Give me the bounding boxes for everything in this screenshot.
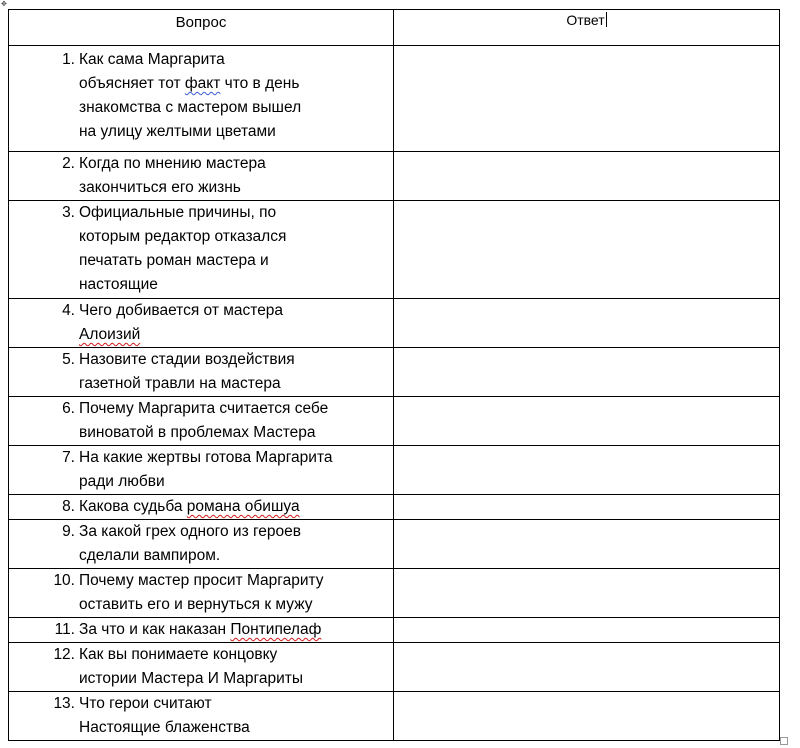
question-text (75, 446, 339, 494)
question-number: 6. (62, 400, 75, 417)
question-text (75, 692, 256, 740)
table-row (9, 201, 780, 299)
question-text-segment: сделали вампиром. (79, 547, 221, 564)
question-text-segment: что в день (220, 75, 300, 92)
table-row (9, 446, 780, 495)
question-text-segment: истории Мастера И Маргариты (79, 670, 303, 687)
question-text-segment: Чего добивается от мастера (79, 302, 284, 319)
table-row (9, 397, 780, 446)
question-text-segment: За что и как наказан (79, 621, 231, 638)
table-row (9, 46, 780, 152)
question-text-segment: Настоящие блаженства (79, 719, 250, 736)
table-row (9, 152, 780, 201)
answer-cell[interactable] (394, 618, 780, 643)
answer-cell[interactable] (394, 446, 780, 495)
table-row (9, 348, 780, 397)
question-text-segment: которым редактор отказался (79, 228, 287, 245)
question-text-segment: За какой грех одного из героев (79, 523, 302, 540)
answer-cell[interactable] (394, 152, 780, 201)
table-row (9, 495, 780, 520)
question-cell[interactable] (9, 643, 394, 692)
answer-cell[interactable] (394, 569, 780, 618)
question-number: 10. (53, 572, 75, 589)
question-text-segment: Почему Маргарита считается себе (79, 400, 329, 417)
question-text-segment: На какие жертвы готова Маргарита (79, 449, 333, 466)
answer-cell[interactable] (394, 692, 780, 741)
question-text-segment: Как вы понимаете концовку (79, 646, 278, 663)
question-number: 4. (62, 302, 75, 319)
question-cell[interactable] (9, 692, 394, 741)
question-text (75, 495, 306, 519)
question-cell[interactable] (9, 495, 394, 520)
questions-table (8, 9, 780, 741)
question-column-header[interactable] (9, 10, 394, 46)
question-cell[interactable] (9, 46, 394, 152)
question-text-segment: знакомства с мастером вышел (79, 99, 302, 116)
answer-cell[interactable] (394, 201, 780, 299)
question-cell[interactable] (9, 569, 394, 618)
question-cell[interactable] (9, 152, 394, 201)
question-number: 2. (62, 155, 75, 172)
spelling-error-word: Понтипелаф (230, 621, 322, 638)
question-text (75, 520, 307, 568)
answer-cell[interactable] (394, 495, 780, 520)
question-text (75, 48, 307, 144)
question-cell[interactable] (9, 201, 394, 299)
answer-cell[interactable] (394, 348, 780, 397)
question-text-segment: на улицу желтыми цветами (79, 123, 276, 140)
question-text-segment: Что герои считают (79, 695, 212, 712)
question-text-segment: виноватой в проблемах Мастера (79, 424, 316, 441)
question-text (75, 618, 327, 642)
question-cell[interactable] (9, 520, 394, 569)
question-text (75, 201, 292, 297)
answer-cell[interactable] (394, 46, 780, 152)
text-cursor (606, 12, 607, 27)
question-text-segment: объясняет тот (79, 75, 185, 92)
question-number: 9. (62, 523, 75, 540)
question-text (75, 299, 289, 347)
question-cell[interactable] (9, 348, 394, 397)
question-text-segment: ради любви (79, 473, 165, 490)
question-text (75, 569, 330, 617)
question-text-segment: Как сама Маргарита (79, 51, 225, 68)
question-text-segment: Почему мастер просит Маргариту (79, 572, 324, 589)
question-cell[interactable] (9, 446, 394, 495)
table-row (9, 520, 780, 569)
question-text-segment: газетной травли на мастера (79, 375, 281, 392)
question-text-segment: Назовите стадии воздействия (79, 351, 295, 368)
answer-cell[interactable] (394, 397, 780, 446)
question-text-segment: Какова судьба (79, 498, 187, 515)
answer-cell[interactable] (394, 520, 780, 569)
question-header-label: Вопрос (175, 14, 227, 31)
question-text-segment: Официальные причины, по (79, 204, 277, 221)
question-cell[interactable] (9, 299, 394, 348)
question-text (75, 348, 301, 396)
question-number: 11. (54, 621, 75, 638)
question-text (75, 643, 309, 691)
question-text (75, 397, 334, 445)
question-number: 13. (53, 695, 75, 712)
question-number: 8. (62, 498, 75, 515)
table-resize-handle[interactable] (780, 737, 788, 745)
answer-column-header[interactable] (394, 10, 780, 46)
table-row (9, 692, 780, 741)
grammar-flag-word: факт (184, 75, 221, 92)
question-number: 3. (62, 204, 75, 221)
answer-header-label: Ответ (566, 12, 605, 28)
question-number: 7. (62, 449, 75, 466)
question-number: 12. (53, 646, 75, 663)
spelling-error-word: романа обишуа (186, 498, 300, 515)
question-cell[interactable] (9, 618, 394, 643)
answer-cell[interactable] (394, 643, 780, 692)
question-text (75, 152, 272, 200)
question-text-segment: Когда по мнению мастера (79, 155, 266, 172)
question-text-segment: закончиться его жизнь (79, 179, 241, 196)
table-row (9, 299, 780, 348)
question-number: 5. (62, 351, 75, 368)
table-row (9, 569, 780, 618)
question-text-segment: оставить его и вернуться к мужу (79, 596, 313, 613)
question-text-segment: настоящие (79, 276, 158, 293)
table-header-row (9, 10, 780, 46)
table-row (9, 618, 780, 643)
question-text-segment: печатать роман мастера и (79, 252, 269, 269)
question-number: 1. (62, 51, 75, 68)
question-cell[interactable] (9, 397, 394, 446)
spelling-error-word: Алоизий (79, 326, 141, 343)
table-move-handle-icon[interactable]: ✥ (1, 0, 7, 8)
table-row (9, 643, 780, 692)
answer-cell[interactable] (394, 299, 780, 348)
